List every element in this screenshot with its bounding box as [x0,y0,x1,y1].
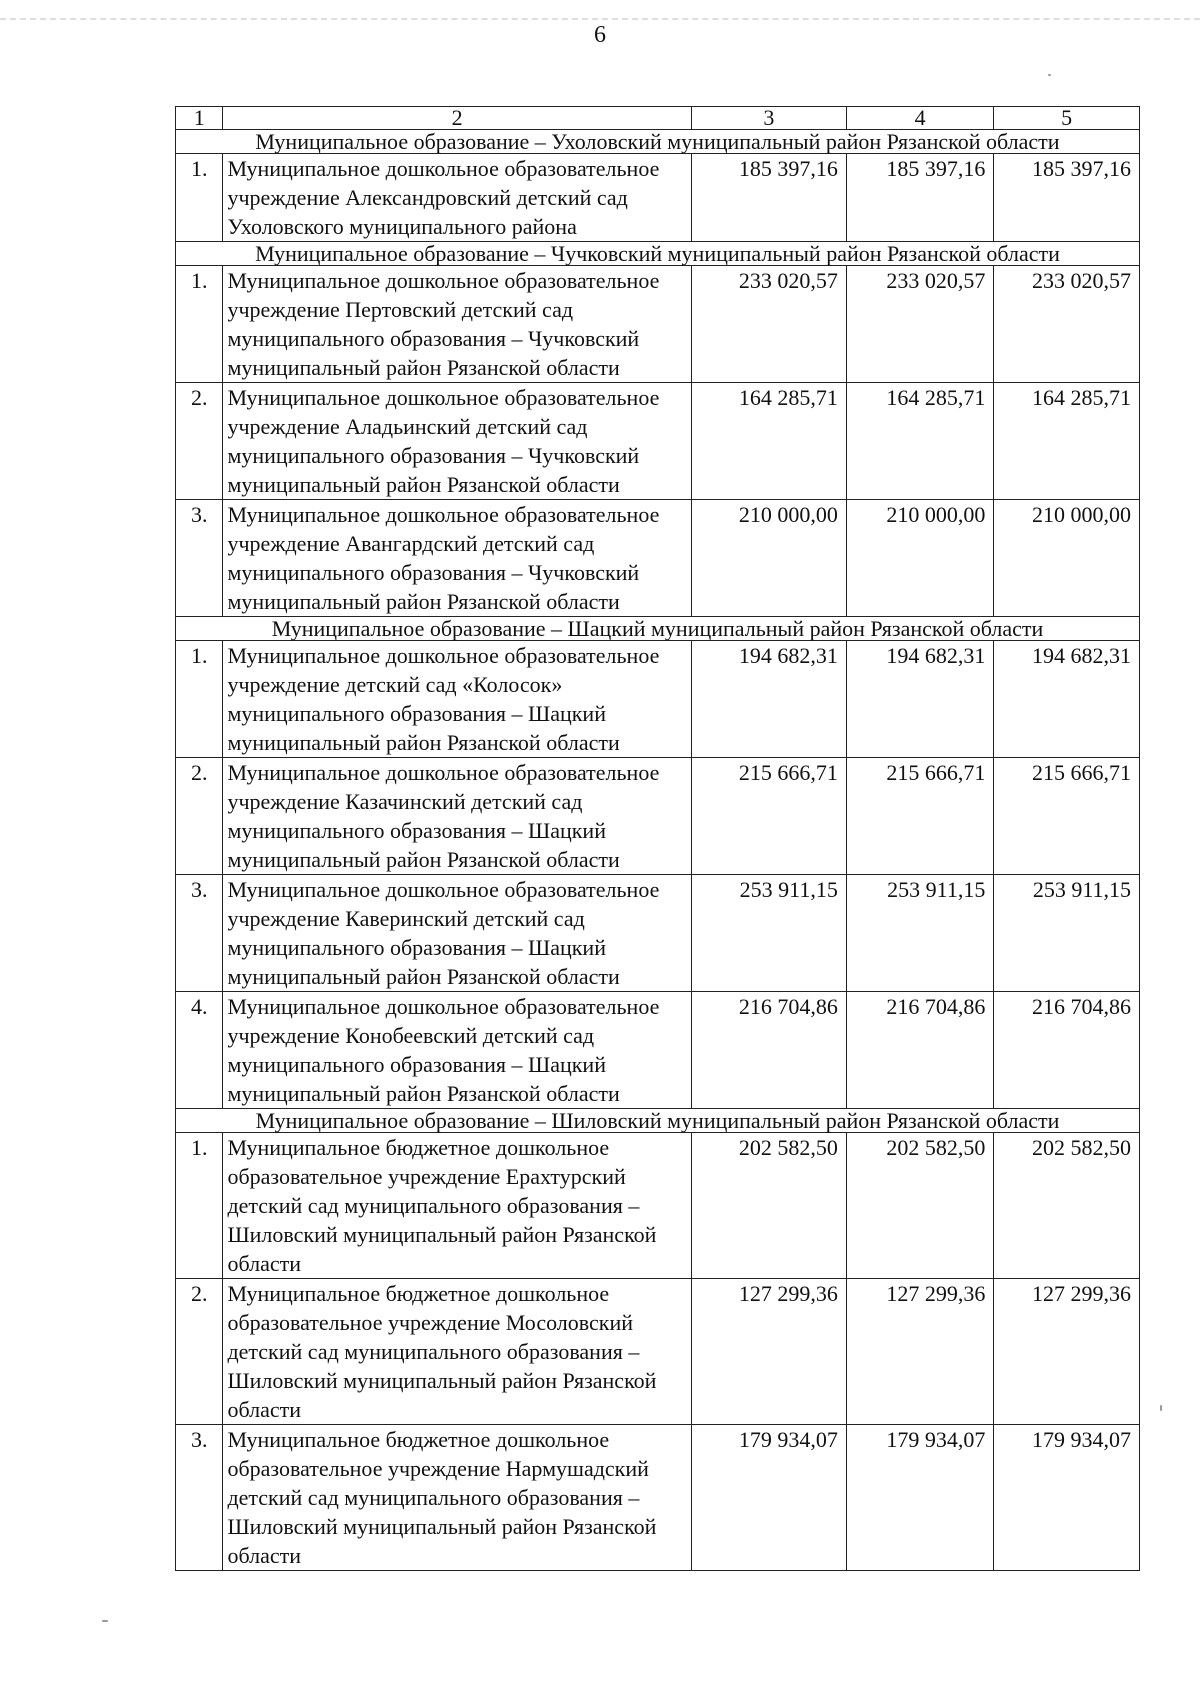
amount-col-5: 194 682,31 [994,641,1140,758]
table-row [176,154,1140,242]
institution-name: Муниципальное бюджетное дошкольное образовательное учреждение Ерахтурский детский сад муниципального образования – Шиловский муниципальный район Рязанской области [223,1133,691,1279]
amount-col-4: 210 000,00 [846,500,994,617]
row-number: 3. [176,500,223,617]
institution-name: Муниципальное дошкольное образовательное учреждение Казачинский детский сад муниципального образования – Шацкий муниципальный район Рязанской области [223,758,691,875]
amount-col-3: 216 704,86 [691,992,846,1109]
institution-name: Муниципальное дошкольное образовательное учреждение Пертовский детский сад муниципального образования – Чучковский муниципальный район Рязанской области [223,266,691,383]
institution-name: Муниципальное дошкольное образовательное учреждение Конобеевский детский сад муниципального образования – Шацкий муниципальный район Рязанской области [223,992,691,1109]
header-cell-2: 2 [223,107,691,130]
amount-col-4: 215 666,71 [846,758,994,875]
amount-col-5: 185 397,16 [994,154,1140,242]
amount-col-3: 179 934,07 [691,1425,846,1571]
amount-col-4: 253 911,15 [846,875,994,992]
section-title: Муниципальное образование – Шацкий муниципальный район Рязанской области [176,617,1140,641]
section-title: Муниципальное образование – Ухоловский муниципальный район Рязанской области [176,130,1140,154]
row-number: 2. [176,383,223,500]
header-cell-1: 1 [176,107,223,130]
section-header-row [176,617,1140,641]
row-number: 1. [176,154,223,242]
amount-col-3: 164 285,71 [691,383,846,500]
row-number: 3. [176,875,223,992]
table-row [176,500,1140,617]
section-header-row [176,242,1140,266]
institution-name: Муниципальное дошкольное образовательное учреждение Каверинский детский сад муниципального образования – Шацкий муниципальный район Рязанской области [223,875,691,992]
amount-col-4: 216 704,86 [846,992,994,1109]
institution-name: Муниципальное дошкольное образовательное учреждение Александровский детский сад Ухоловского муниципального района [223,154,691,242]
amount-col-5: 253 911,15 [994,875,1140,992]
amount-col-3: 215 666,71 [691,758,846,875]
institution-name: Муниципальное дошкольное образовательное учреждение детский сад «Колосок» муниципального образования – Шацкий муниципальный район Рязанской области [223,641,691,758]
amount-col-4: 127 299,36 [846,1279,994,1425]
section-header-row [176,1109,1140,1133]
amount-col-3: 185 397,16 [691,154,846,242]
scan-speck [1160,1405,1162,1411]
table-row [176,1425,1140,1571]
allocation-table-body [176,107,1140,1571]
amount-col-5: 127 299,36 [994,1279,1140,1425]
row-number: 1. [176,266,223,383]
institution-name: Муниципальное бюджетное дошкольное образовательное учреждение Мосоловский детский сад муниципального образования – Шиловский муниципальный район Рязанской области [223,1279,691,1425]
allocation-table [175,106,1140,1571]
table-row [176,1133,1140,1279]
section-header-row [176,130,1140,154]
table-row [176,641,1140,758]
amount-col-4: 185 397,16 [846,154,994,242]
amount-col-5: 202 582,50 [994,1133,1140,1279]
scan-speck [102,1620,108,1622]
amount-col-5: 179 934,07 [994,1425,1140,1571]
amount-col-5: 210 000,00 [994,500,1140,617]
amount-col-5: 233 020,57 [994,266,1140,383]
amount-col-3: 127 299,36 [691,1279,846,1425]
amount-col-3: 210 000,00 [691,500,846,617]
row-number: 1. [176,641,223,758]
header-cell-4: 4 [846,107,994,130]
table-header-row [176,107,1140,130]
table-row [176,875,1140,992]
table-row [176,992,1140,1109]
amount-col-5: 164 285,71 [994,383,1140,500]
header-cell-3: 3 [691,107,846,130]
section-title: Муниципальное образование – Чучковский муниципальный район Рязанской области [176,242,1140,266]
row-number: 2. [176,758,223,875]
amount-col-4: 194 682,31 [846,641,994,758]
amount-col-3: 194 682,31 [691,641,846,758]
amount-col-3: 233 020,57 [691,266,846,383]
page-number: 6 [594,22,606,48]
row-number: 3. [176,1425,223,1571]
amount-col-3: 253 911,15 [691,875,846,992]
amount-col-5: 215 666,71 [994,758,1140,875]
amount-col-4: 233 020,57 [846,266,994,383]
institution-name: Муниципальное дошкольное образовательное учреждение Авангардский детский сад муниципального образования – Чучковский муниципальный район Рязанской области [223,500,691,617]
table-row [176,758,1140,875]
amount-col-4: 202 582,50 [846,1133,994,1279]
table-row [176,1279,1140,1425]
institution-name: Муниципальное бюджетное дошкольное образовательное учреждение Нармушадский детский сад муниципального образования – Шиловский муниципальный район Рязанской области [223,1425,691,1571]
row-number: 2. [176,1279,223,1425]
section-title: Муниципальное образование – Шиловский муниципальный район Рязанской области [176,1109,1140,1133]
amount-col-4: 179 934,07 [846,1425,994,1571]
table-row [176,383,1140,500]
amount-col-4: 164 285,71 [846,383,994,500]
amount-col-5: 216 704,86 [994,992,1140,1109]
row-number: 1. [176,1133,223,1279]
institution-name: Муниципальное дошкольное образовательное учреждение Аладьинский детский сад муниципального образования – Чучковский муниципальный район Рязанской области [223,383,691,500]
amount-col-3: 202 582,50 [691,1133,846,1279]
scan-speck [1048,74,1051,76]
header-cell-5: 5 [994,107,1140,130]
row-number: 4. [176,992,223,1109]
table-row [176,266,1140,383]
